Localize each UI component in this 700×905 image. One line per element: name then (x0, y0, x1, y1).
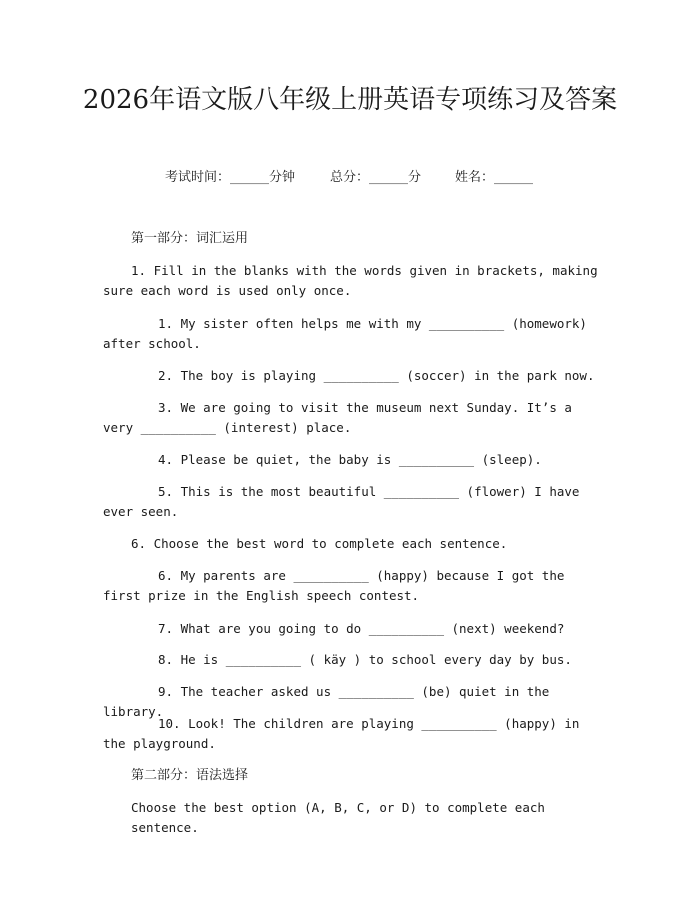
question-item: 8. He is __________ ( käy ) to school every day by bus. (158, 652, 572, 667)
section-2-heading: 第二部分：语法选择 (131, 768, 249, 783)
question-item: 9. The teacher asked us __________ (be) quiet in the library. (103, 684, 550, 719)
document-title: 2026年语文版八年级上册英语专项练习及答案 (82, 85, 618, 115)
question-1-instruction: 1. Fill in the blanks with the words given in brackets, making sure each word is used only once. (103, 263, 598, 298)
section-1-heading: 第一部分：词汇运用 (131, 231, 249, 246)
name-field: 姓名：______ (455, 170, 534, 185)
question-item: 3. We are going to visit the museum next Sunday. It’s a very __________ (interest) place. (103, 400, 572, 435)
question-item: 4. Please be quiet, the baby is __________ (sleep). (158, 452, 542, 467)
question-item: 5. This is the most beautiful __________ (flower) I have ever seen. (103, 484, 580, 519)
question-item: 7. What are you going to do __________ (next) weekend? (158, 621, 565, 636)
section-2-instruction: Choose the best option (A, B, C, or D) to complete each sentence. (131, 800, 545, 835)
question-item: 1. My sister often helps me with my __________ (homework) after school. (103, 316, 587, 351)
question-item: 10. Look! The children are playing __________ (happy) in the playground. (103, 716, 580, 751)
question-item: 6. My parents are __________ (happy) because I got the first prize in the English speech contest. (103, 568, 565, 603)
question-item: 2. The boy is playing __________ (soccer) in the park now. (158, 368, 595, 383)
question-6-instruction: 6. Choose the best word to complete each sentence. (131, 536, 508, 551)
total-score-field: 总分：______分 (330, 170, 422, 185)
exam-time-field: 考试时间：______分钟 (165, 170, 296, 185)
